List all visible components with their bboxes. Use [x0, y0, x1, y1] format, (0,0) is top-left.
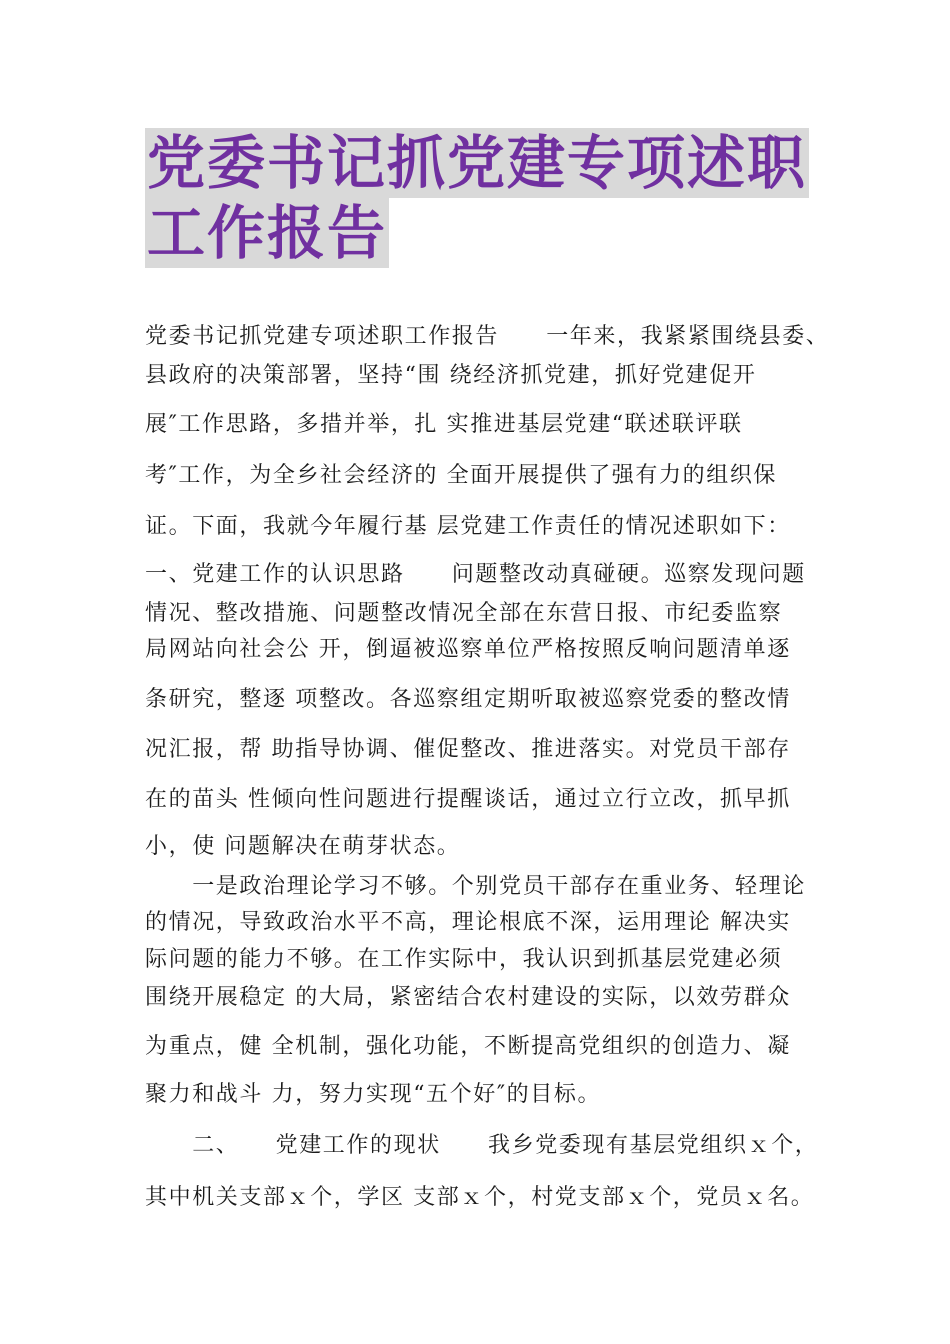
text-line-12: 小，使 问题解决在萌芽状态。: [145, 834, 461, 859]
text-line-9: 条研究，整逐 项整改。各巡察组定期听取被巡察党委的整改情: [145, 687, 791, 712]
text-line-14: 的情况，导致政治水平不高，理论根底不深，运用理论 解决实: [145, 910, 791, 935]
text-line-2: 县政府的决策部署，坚持“围 绕经济抓党建，抓好党建促开: [145, 363, 757, 388]
text-line-3: 展″工作思路，多措并举，扎 实推进基层党建“联述联评联: [145, 412, 743, 437]
text-line-19: 二、 党建工作的现状 我乡党委现有基层党组织ｘ个，: [145, 1133, 819, 1158]
text-line-17: 为重点，健 全机制，强化功能，不断提高党组织的创造力、凝: [145, 1034, 791, 1059]
text-line-5: 证。下面，我就今年履行基 层党建工作责任的情况述职如下：: [145, 514, 791, 539]
title-line-2: 工作报告: [147, 199, 388, 267]
text-line-1: 党委书记抓党建专项述职工作报告 一年来，我紧紧围绕县委、: [145, 324, 830, 349]
title-line-1: 党委书记抓党建专项述职: [147, 129, 808, 197]
text-line-6: 一、党建工作的认识思路 问题整改动真碰硬。巡察发现问题: [145, 562, 806, 587]
text-line-16: 围绕开展稳定 的大局，紧密结合农村建设的实际，以效劳群众: [145, 985, 791, 1010]
text-line-7: 情况、整改措施、问题整改情况全部在东营日报、市纪委监察: [145, 601, 783, 626]
text-line-13: 一是政治理论学习不够。个别党员干部存在重业务、轻理论: [145, 874, 806, 899]
text-line-18: 聚力和战斗 力，努力实现“五个好″的目标。: [145, 1082, 602, 1107]
text-line-11: 在的苗头 性倾向性问题进行提醒谈话，通过立行立改，抓早抓: [145, 787, 791, 812]
document-title: [145, 128, 825, 268]
text-line-10: 况汇报，帮 助指导协调、催促整改、推进落实。对党员干部存: [145, 737, 791, 762]
text-line-8: 局网站向社会公 开，倒逼被巡察单位严格按照反响问题清单逐: [145, 637, 791, 662]
text-line-4: 考″工作，为全乡社会经济的 全面开展提供了强有力的组织保: [145, 463, 778, 488]
text-line-15: 际问题的能力不够。在工作实际中，我认识到抓基层党建必须: [145, 947, 783, 972]
text-line-20: 其中机关支部ｘ个，学区 支部ｘ个，村党支部ｘ个，党员ｘ名。: [145, 1185, 815, 1210]
